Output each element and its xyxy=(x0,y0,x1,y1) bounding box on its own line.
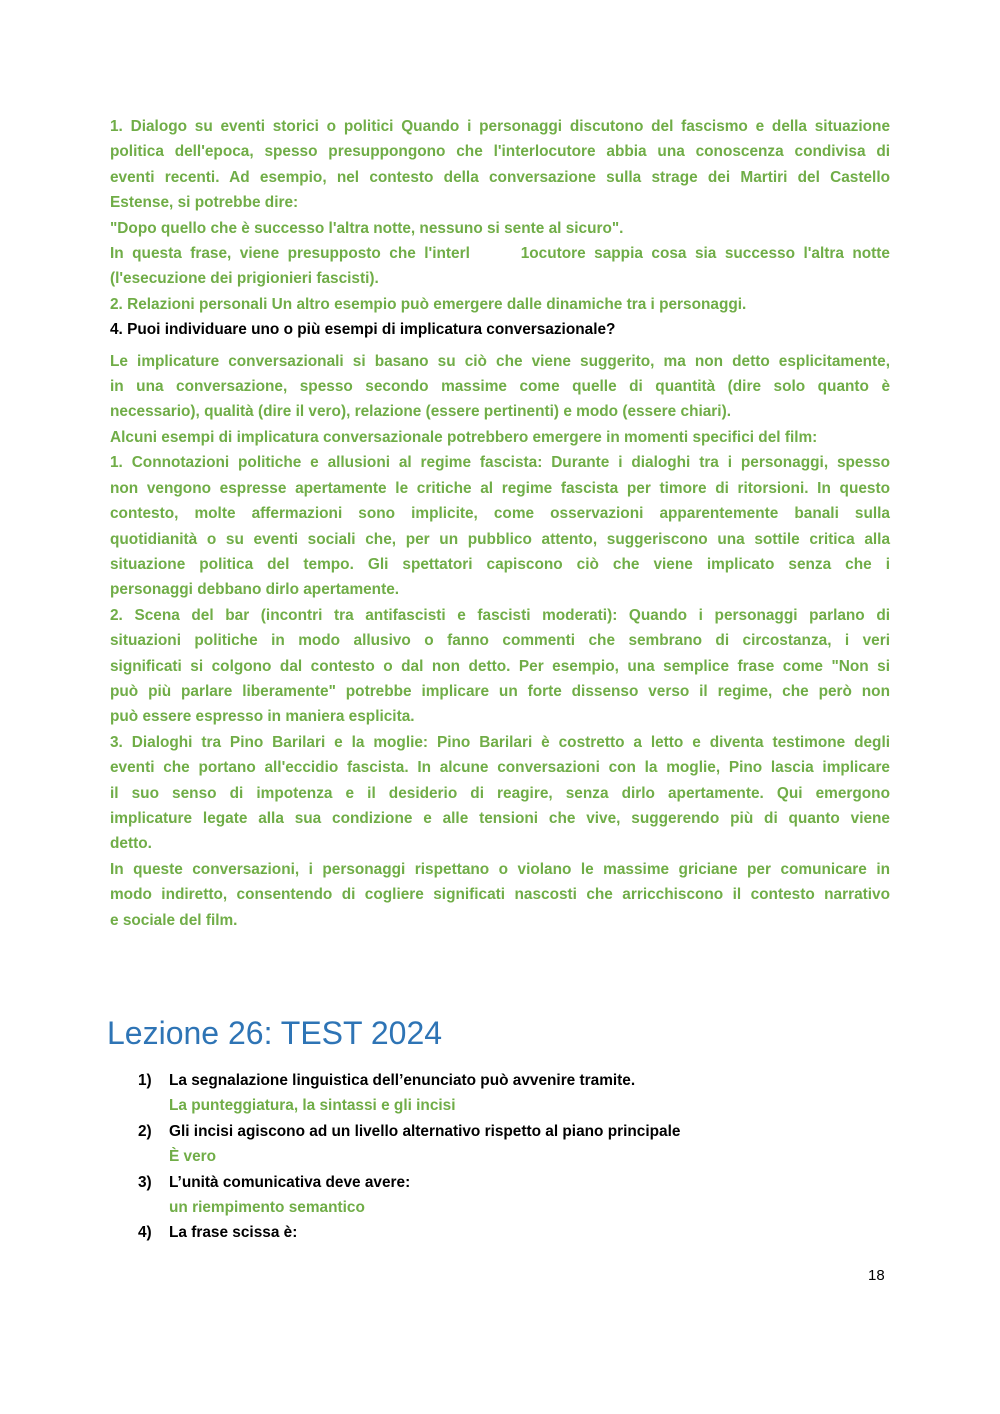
paragraph-line: 2. Scena del bar (incontri tra antifascisti e fascisti moderati): Quando i personaggi parlano di xyxy=(110,606,890,624)
paragraph-line: può essere espresso in maniera esplicita. xyxy=(110,708,415,726)
paragraph-line: 1. Connotazioni politiche e allusioni al regime fascista: Durante i dialoghi tra i personaggi, spesso xyxy=(110,454,890,472)
question-number: 3) xyxy=(138,1173,152,1191)
test-item xyxy=(138,1220,898,1245)
paragraph-line: 2. Relazioni personali Un altro esempio può emergere dalle dinamiche tra i personaggi. xyxy=(110,295,747,313)
page-number: 18 xyxy=(868,1267,885,1284)
paragraph-line: implicature legate alla sua condizione e alle tensioni che vive, suggerendo più di quanto viene xyxy=(110,809,890,827)
paragraph-line: non vengono espresse apertamente le critiche al regime fascista per timore di ritorsioni. In questo xyxy=(110,479,890,497)
paragraph-line: Alcuni esempi di implicatura conversazionale potrebbero emergere in momenti specifici del film: xyxy=(110,428,818,446)
test-question xyxy=(138,1170,898,1195)
paragraph-line: necessario), qualità (dire il vero), relazione (essere pertinenti) e modo (essere chiari). xyxy=(110,403,731,421)
paragraph-line: il suo senso di impotenza e il desiderio di reagire, senza dirlo apertamente. Qui emergono xyxy=(110,784,890,802)
test-item xyxy=(138,1119,898,1170)
paragraph-line: significati si colgono dal contesto o dal non detto. Per esempio, una semplice frase come "Non si xyxy=(110,657,890,675)
paragraph-line: In queste conversazioni, i personaggi rispettano o violano le massime griciane per comunicare in xyxy=(110,860,890,878)
paragraph-line: 3. Dialoghi tra Pino Barilari e la moglie: Pino Barilari è costretto a letto e diventa testimone degli xyxy=(110,733,890,751)
paragraph-line: eventi recenti. Ad esempio, nel contesto della conversazione sulla strage dei Martiri del Castello xyxy=(110,168,890,186)
question-text: La frase scissa è: xyxy=(169,1224,298,1242)
paragraph-line: In questa frase, viene presupposto che l'interl 1ocutore sappia cosa sia successo l'altra notte xyxy=(110,245,890,263)
test-question xyxy=(138,1068,898,1093)
paragraph-line: Le implicature conversazionali si basano su ciò che viene suggerito, ma non detto esplicitamente, xyxy=(110,352,890,370)
question-text: La segnalazione linguistica dell’enunciato può avvenire tramite. xyxy=(169,1072,636,1089)
question-heading: 4. Puoi individuare uno o più esempi di implicatura conversazionale? xyxy=(110,321,616,339)
quoted-sentence: "Dopo quello che è successo l'altra notte, nessuno si sente al sicuro". xyxy=(110,219,624,237)
question-text: L’unità comunicativa deve avere: xyxy=(169,1173,411,1191)
lesson-heading: Lezione 26: TEST 2024 xyxy=(107,1015,443,1051)
paragraph-line: e sociale del film. xyxy=(110,911,238,929)
test-question-list xyxy=(138,1068,898,1246)
paragraph-line: contesto, molte affermazioni sono implicite, come osservazioni apparentemente banali sulla xyxy=(110,505,890,523)
paragraph-line: 1. Dialogo su eventi storici o politici Quando i personaggi discutono del fascismo e della situazione xyxy=(110,118,890,135)
paragraph-line: modo indiretto, consentendo di cogliere significati nascosti che arricchiscono il contesto narrativo xyxy=(110,886,890,904)
question-answer: È vero xyxy=(169,1148,217,1166)
paragraph-line: politica dell'epoca, spesso presuppongono che l'interlocutore abbia una conoscenza condivisa di xyxy=(110,143,890,161)
paragraph-line: detto. xyxy=(110,835,152,853)
paragraph-line: (l'esecuzione dei prigionieri fascisti). xyxy=(110,270,379,288)
question-number: 4) xyxy=(138,1224,152,1242)
paragraph-line: in una conversazione, spesso secondo massime come quelle di quantità (dire solo quanto è xyxy=(110,378,890,396)
paragraph-line: Estense, si potrebbe dire: xyxy=(110,194,299,212)
question-text: Gli incisi agiscono ad un livello alternativo rispetto al piano principale xyxy=(169,1122,681,1140)
question-number: 1) xyxy=(138,1072,152,1089)
test-question xyxy=(138,1220,898,1245)
paragraph-line: situazione politica del tempo. Gli spettatori capiscono ciò che viene implicato senza che i xyxy=(110,555,890,573)
question-number: 2) xyxy=(138,1122,152,1140)
paragraph-line: personaggi debbano dirlo apertamente. xyxy=(110,581,400,599)
paragraph-line: quotidianità o su eventi sociali che, per un pubblico attento, suggeriscono una sottile critica alla xyxy=(110,530,890,548)
question-answer: La punteggiatura, la sintassi e gli incisi xyxy=(169,1097,456,1115)
question-answer: un riempimento semantico xyxy=(169,1199,365,1217)
paragraph-line: situazioni politiche in modo allusivo o fanno commenti che sembrano di circostanza, i veri xyxy=(110,632,890,650)
test-question xyxy=(138,1119,898,1144)
test-item xyxy=(138,1068,898,1119)
paragraph-line: eventi che portano all'eccidio fascista. In alcune conversazioni con la moglie, Pino lascia implicare xyxy=(110,759,890,777)
test-item xyxy=(138,1170,898,1221)
paragraph-line: può più parlare liberamente" potrebbe implicare un forte dissenso verso il regime, che però non xyxy=(110,682,890,700)
page-content xyxy=(110,114,890,933)
